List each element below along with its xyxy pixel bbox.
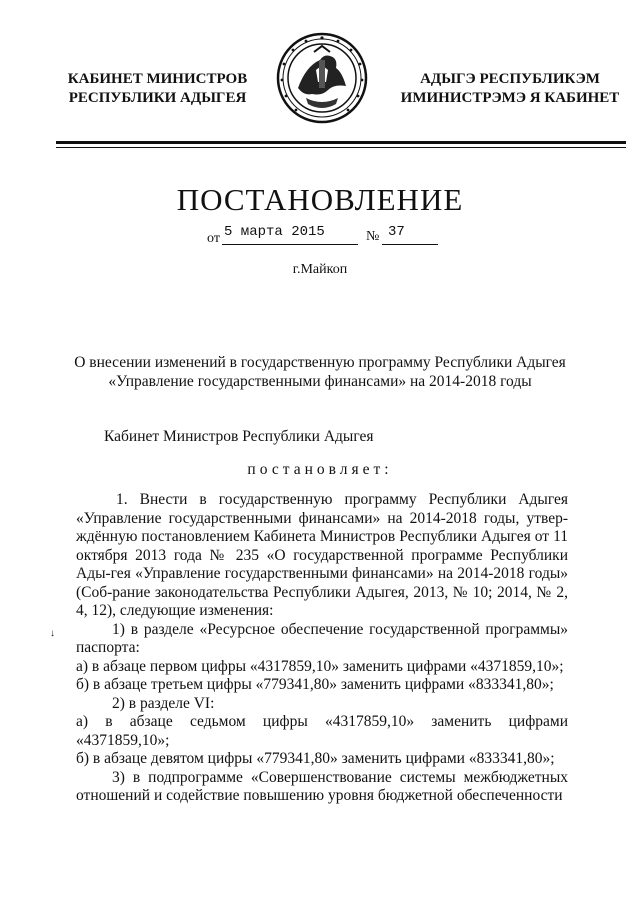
margin-mark: ↓: [50, 628, 55, 639]
header-left-line1: КАБИНЕТ МИНИСТРОВ: [67, 71, 248, 87]
body-paragraph-1: 1. Внести в государственную программу Республики Адыгея «Управление государственными финансами» на 2014-2018 годы, утвер-ждённую постановлением Кабинета Министров Республики Адыгея от 11 октября 2013 года № 235 «О государственной программе Республики Ады-гея «Управление государственными финансами» на 2014-2018 годы» (Соб-рание законодательства Республики Адыгея, 2013, № 10; 2014, № 2, 4, 12), следующие изменения:: [76, 491, 568, 619]
document-title: ПОСТАНОВЛЕНИЕ: [176, 182, 464, 217]
document-city: г.Майкоп: [292, 262, 348, 277]
number-sign: №: [366, 229, 380, 244]
body-paragraph-5: 2) в разделе VI:: [112, 694, 215, 712]
subject-line2: «Управление государственными финансами» на 2014-2018 годы: [108, 373, 532, 390]
body-paragraph-6: а) в абзаце седьмом цифры «4317859,10» заменить цифрами «4371859,10»;: [76, 713, 568, 749]
header-right-block: [395, 70, 625, 108]
body-paragraph-2: 1) в разделе «Ресурсное обеспечение государственной программы» паспорта:: [76, 620, 568, 656]
header-left-line2: РЕСПУБЛИКИ АДЫГЕЯ: [68, 90, 247, 106]
document-date: 5 марта 2015: [224, 224, 325, 240]
document-number: 37: [388, 224, 405, 240]
body-paragraph-7: б) в абзаце девятом цифры «779341,80» заменить цифрами «833341,80»;: [76, 750, 555, 767]
body-paragraph-8: 3) в подпрограмме «Совершенствование системы межбюджетных отношений и содействие повышению уровня бюджетной обеспеченности: [76, 768, 568, 804]
preamble-cabinet: Кабинет Министров Республики Адыгея: [104, 428, 374, 445]
adygea-coat-of-arms-icon: [276, 26, 368, 130]
date-prefix: от: [207, 231, 220, 246]
subject-line1: О внесении изменений в государственную программу Республики Адыгея: [74, 354, 566, 371]
header-right-line1: АДЫГЭ РЕСПУБЛИКЭМ: [420, 71, 600, 87]
header-rule-thick: [56, 141, 626, 144]
header-rule-thin: [56, 147, 626, 148]
date-underline: [222, 244, 358, 245]
header-left-block: [60, 70, 255, 108]
header-right-line2: ИМИНИСТРЭМЭ Я КАБИНЕТ: [400, 90, 620, 106]
preamble-decree: постановляет:: [247, 461, 393, 478]
body-paragraph-3: а) в абзаце первом цифры «4317859,10» заменить цифрами «4371859,10»;: [76, 657, 564, 675]
document-body: [76, 491, 568, 806]
document-subject: [60, 353, 580, 391]
number-underline: [382, 244, 438, 245]
body-paragraph-4: б) в абзаце третьем цифры «779341,80» заменить цифрами «833341,80»;: [76, 676, 554, 693]
